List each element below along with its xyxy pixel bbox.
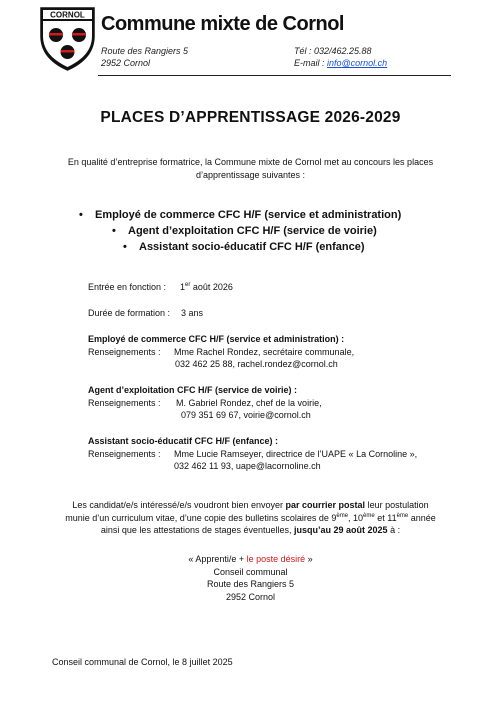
position-label: Assistant socio-éducatif CFC H/F (enfance) bbox=[139, 241, 365, 253]
contact-heading: Agent d’exploitation CFC H/F (service de voirie) : bbox=[88, 385, 298, 395]
intro-line-2: d’apprentissage suivantes : bbox=[195, 170, 306, 180]
org-name: Commune mixte de Cornol bbox=[101, 13, 344, 35]
contact-line-2: 079 351 69 67, voirie@cornol.ch bbox=[181, 410, 311, 420]
start-value bbox=[180, 281, 233, 294]
contact-label: Renseignements : bbox=[88, 448, 161, 459]
contact-line-1: Mme Lucie Ramseyer, directrice de l’UAPE « La Cornoline », bbox=[174, 448, 418, 459]
mailing-recipient: Conseil communal bbox=[213, 566, 288, 577]
contact-line-2: 032 462 25 88, rachel.rondez@cornol.ch bbox=[175, 359, 338, 369]
address-line-2: 2952 Cornol bbox=[101, 58, 151, 68]
contact-heading: Assistant socio-éducatif CFC H/F (enfance) : bbox=[88, 436, 279, 446]
position-item bbox=[123, 240, 365, 255]
mailing-subject: « Apprenti/e + le poste désiré » bbox=[188, 554, 313, 564]
commune-crest-logo bbox=[39, 6, 96, 72]
contact-block bbox=[88, 333, 468, 371]
page-title: PLACES D’APPRENTISSAGE 2026-2029 bbox=[100, 109, 401, 126]
start-day: 1 bbox=[180, 282, 186, 292]
contact-line-1: M. Gabriel Rondez, chef de la voirie, bbox=[176, 397, 322, 408]
start-month-year: août 2026 bbox=[190, 282, 233, 292]
contact-info bbox=[294, 45, 387, 69]
position-item bbox=[79, 208, 401, 223]
duration-row bbox=[88, 307, 204, 320]
contact-line-2: 032 462 11 93, uape@lacornoline.ch bbox=[174, 461, 321, 471]
intro-line-1: En qualité d’entreprise formatrice, la Commune mixte de Cornol met au concours les places bbox=[67, 157, 434, 167]
contact-label: Renseignements : bbox=[88, 397, 161, 408]
header-divider bbox=[98, 75, 451, 76]
email-prefix: E-mail : bbox=[294, 58, 328, 68]
contact-heading: Employé de commerce CFC H/F (service et administration) : bbox=[88, 334, 345, 344]
start-label: Entrée en fonction : bbox=[88, 282, 167, 292]
contact-block bbox=[88, 384, 468, 422]
address-line-1: Route des Rangiers 5 bbox=[101, 46, 189, 56]
position-label: Agent d’exploitation CFC H/F (service de voirie) bbox=[128, 225, 377, 237]
footer-signature: Conseil communal de Cornol, le 8 juillet 2025 bbox=[52, 657, 233, 667]
mailing-address bbox=[0, 553, 501, 603]
contact-line-1: Mme Rachel Rondez, secrétaire communale, bbox=[174, 346, 355, 357]
application-line-3: ainsi que les attestations de stages éventuelles, jusqu’au 29 août 2025 à : bbox=[100, 525, 401, 535]
crest-label: CORNOL bbox=[50, 10, 85, 20]
contact-block bbox=[88, 435, 478, 473]
postal-address bbox=[101, 45, 188, 69]
email-line bbox=[294, 57, 387, 69]
contact-label: Renseignements : bbox=[88, 346, 161, 357]
application-paragraph bbox=[30, 499, 471, 537]
start-day-suffix: er bbox=[185, 282, 191, 288]
start-date-row bbox=[88, 281, 233, 294]
bullet-icon: • bbox=[112, 225, 116, 237]
intro-paragraph bbox=[40, 156, 461, 182]
mailing-city: 2952 Cornol bbox=[225, 591, 276, 602]
mailing-street: Route des Rangiers 5 bbox=[206, 579, 295, 589]
bullet-icon: • bbox=[123, 241, 127, 253]
position-label: Employé de commerce CFC H/F (service et administration) bbox=[95, 209, 402, 221]
application-line-2: munie d’un curriculum vitae, d’une copie des bulletins scolaires de 9ème, 10ème et 11ème année bbox=[65, 512, 436, 523]
email-link[interactable]: info@cornol.ch bbox=[327, 58, 388, 68]
duration-value: 3 ans bbox=[181, 308, 204, 318]
application-line-1: Les candidat/e/s intéressé/e/s voudront bien envoyer par courrier postal leur postulation bbox=[72, 500, 429, 510]
phone-number: Tél : 032/462.25.88 bbox=[294, 46, 372, 56]
position-item bbox=[112, 224, 377, 239]
duration-label: Durée de formation : bbox=[88, 308, 171, 318]
bullet-icon: • bbox=[79, 209, 83, 221]
